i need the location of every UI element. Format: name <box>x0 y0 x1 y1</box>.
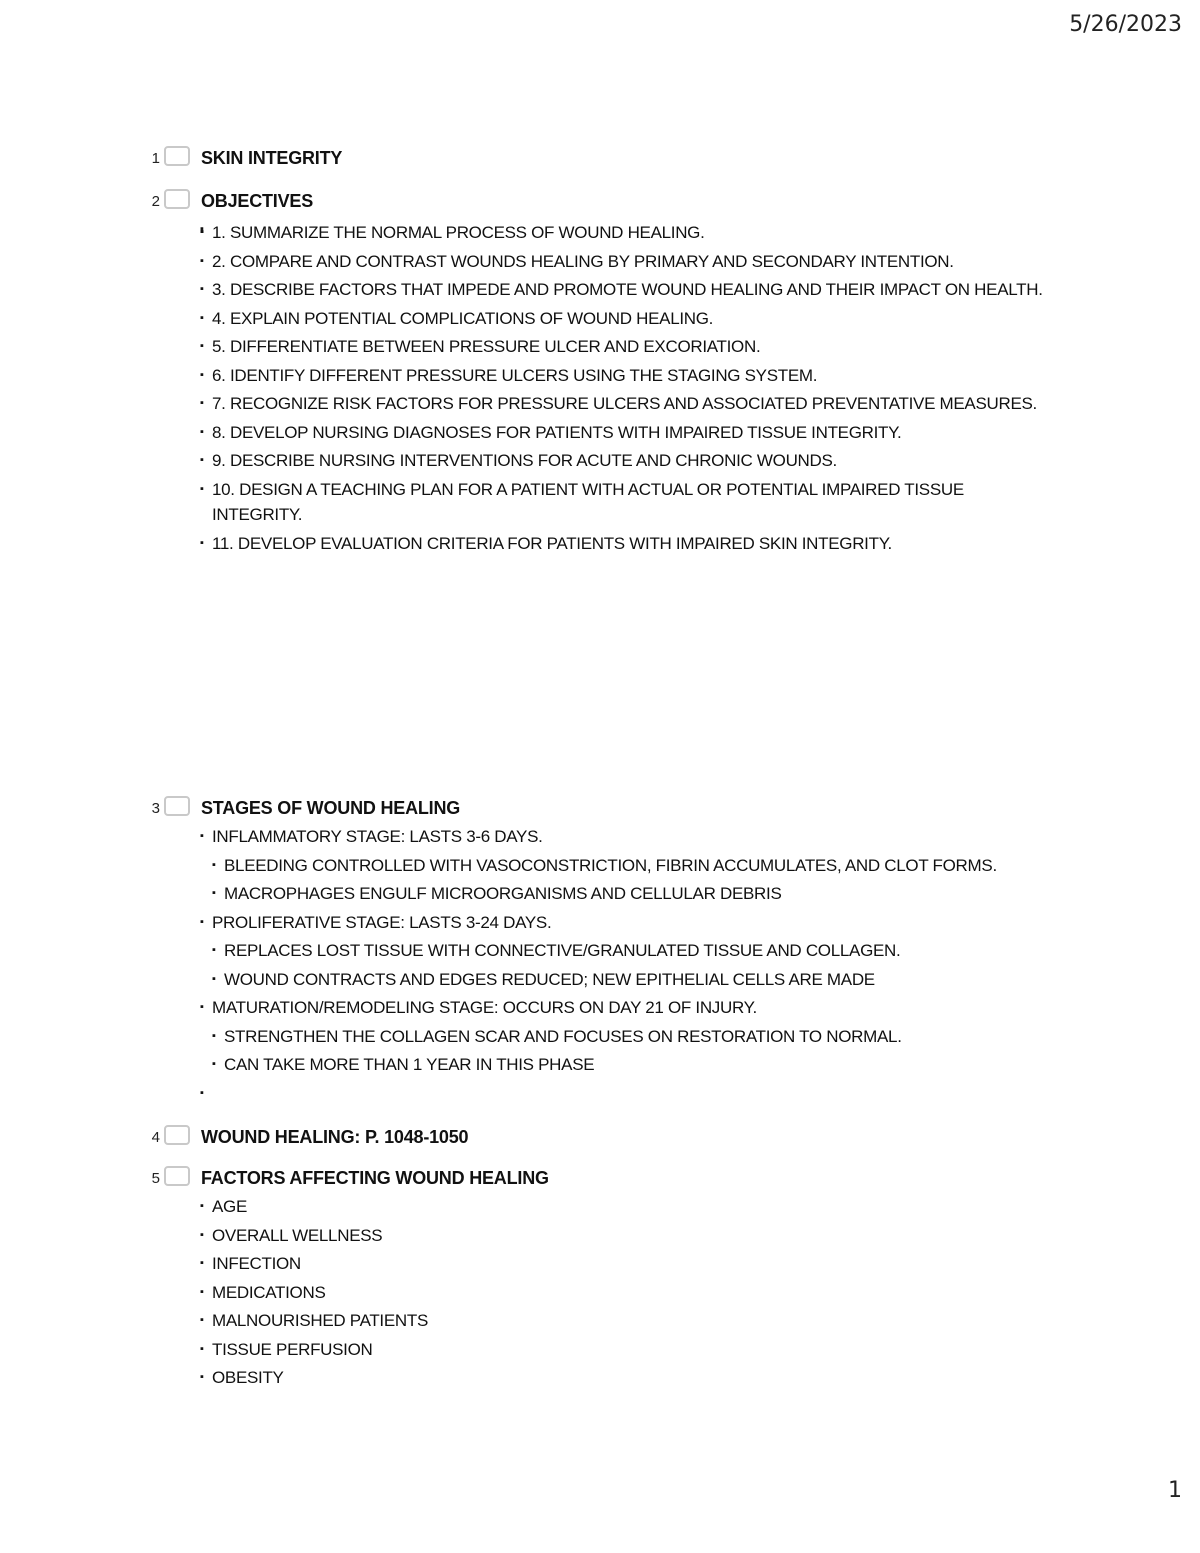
list-item: ▪ 1. SUMMARIZE THE NORMAL PROCESS OF WOUND HEALING. <box>0 220 1200 246</box>
bullet-list <box>0 1194 1200 1394</box>
list-item: ▪ INFLAMMATORY STAGE: LASTS 3-6 DAYS. <box>0 824 1200 850</box>
list-item: ▪ 4. EXPLAIN POTENTIAL COMPLICATIONS OF WOUND HEALING. <box>0 306 1200 332</box>
slide-title: SKIN INTEGRITY <box>201 148 343 168</box>
list-item: ▪ 2. COMPARE AND CONTRAST WOUNDS HEALING BY PRIMARY AND SECONDARY INTENTION. <box>0 249 1200 275</box>
slide-number: 1 <box>151 150 160 167</box>
list-item: ▪ BLEEDING CONTROLLED WITH VASOCONSTRICTION, FIBRIN ACCUMULATES, AND CLOT FORMS. <box>0 853 1200 879</box>
slide-number: 2 <box>151 193 160 210</box>
list-item: ▪ 6. IDENTIFY DIFFERENT PRESSURE ULCERS USING THE STAGING SYSTEM. <box>0 363 1200 389</box>
bullet-list <box>0 824 1200 1081</box>
list-item: ▪ CAN TAKE MORE THAN 1 YEAR IN THIS PHASE <box>0 1052 1200 1078</box>
list-item: ▪ MEDICATIONS <box>0 1280 1200 1306</box>
slide-number: 5 <box>151 1170 160 1187</box>
slide-title: WOUND HEALING: P. 1048-1050 <box>201 1127 469 1147</box>
list-item: ▪ 11. DEVELOP EVALUATION CRITERIA FOR PATIENTS WITH IMPAIRED SKIN INTEGRITY. <box>0 531 1200 557</box>
list-item: ▪ TISSUE PERFUSION <box>0 1337 1200 1363</box>
list-item: ▪ 7. RECOGNIZE RISK FACTORS FOR PRESSURE ULCERS AND ASSOCIATED PREVENTATIVE MEASURES. <box>0 391 1052 417</box>
list-item: ▪ PROLIFERATIVE STAGE: LASTS 3-24 DAYS. <box>0 910 1200 936</box>
list-item: ▪ 3. DESCRIBE FACTORS THAT IMPEDE AND PROMOTE WOUND HEALING AND THEIR IMPACT ON HEALTH. <box>0 277 1052 303</box>
slide-4 <box>0 1125 1200 1151</box>
slide-number: 3 <box>151 800 160 817</box>
slide-header <box>0 146 1200 172</box>
list-item: ▪ 10. DESIGN A TEACHING PLAN FOR A PATIENT WITH ACTUAL OR POTENTIAL IMPAIRED TISSUE INTEGRITY. <box>0 477 1052 528</box>
slide-3 <box>0 796 1200 1074</box>
slide-header <box>0 1125 1200 1151</box>
slide-number: 4 <box>151 1129 160 1146</box>
list-item: ▪ WOUND CONTRACTS AND EDGES REDUCED; NEW EPITHELIAL CELLS ARE MADE <box>0 967 1200 993</box>
list-item: ▪ 9. DESCRIBE NURSING INTERVENTIONS FOR ACUTE AND CHRONIC WOUNDS. <box>0 448 1200 474</box>
slide-5 <box>0 1166 1200 1387</box>
slide-header <box>0 189 1200 215</box>
list-item: ▪ MACROPHAGES ENGULF MICROORGANISMS AND CELLULAR DEBRIS <box>0 881 1200 907</box>
slide-thumbnail-checkbox[interactable] <box>164 189 190 209</box>
slide-title: FACTORS AFFECTING WOUND HEALING <box>201 1168 549 1188</box>
list-item: ▪ OVERALL WELLNESS <box>0 1223 1200 1249</box>
slide-thumbnail-checkbox[interactable] <box>164 796 190 816</box>
list-item: ▪ MALNOURISHED PATIENTS <box>0 1308 1200 1334</box>
slide-2 <box>0 189 1200 553</box>
list-item: ▪ INFECTION <box>0 1251 1200 1277</box>
list-item: ▪ REPLACES LOST TISSUE WITH CONNECTIVE/GRANULATED TISSUE AND COLLAGEN. <box>0 938 1200 964</box>
bullet-list <box>0 217 1200 559</box>
slide-thumbnail-checkbox[interactable] <box>164 146 190 166</box>
list-item: ▪ 5. DIFFERENTIATE BETWEEN PRESSURE ULCER AND EXCORIATION. <box>0 334 1200 360</box>
page-date: 5/26/2023 <box>1069 12 1182 37</box>
list-item: ▪ MATURATION/REMODELING STAGE: OCCURS ON DAY 21 OF INJURY. <box>0 995 1200 1021</box>
slide-header <box>0 1166 1200 1192</box>
slide-title: OBJECTIVES <box>201 191 314 211</box>
list-item: ▪ STRENGTHEN THE COLLAGEN SCAR AND FOCUSES ON RESTORATION TO NORMAL. <box>0 1024 1200 1050</box>
list-item: ▪ AGE <box>0 1194 1200 1220</box>
list-item: ▪ 8. DEVELOP NURSING DIAGNOSES FOR PATIENTS WITH IMPAIRED TISSUE INTEGRITY. <box>0 420 1200 446</box>
list-item: ▪ OBESITY <box>0 1365 1200 1391</box>
slide-thumbnail-checkbox[interactable] <box>164 1125 190 1145</box>
slide-title: STAGES OF WOUND HEALING <box>201 798 461 818</box>
slide-thumbnail-checkbox[interactable] <box>164 1166 190 1186</box>
slide-1 <box>0 146 1200 172</box>
page-number: 1 <box>1168 1478 1182 1503</box>
slide-header <box>0 796 1200 822</box>
